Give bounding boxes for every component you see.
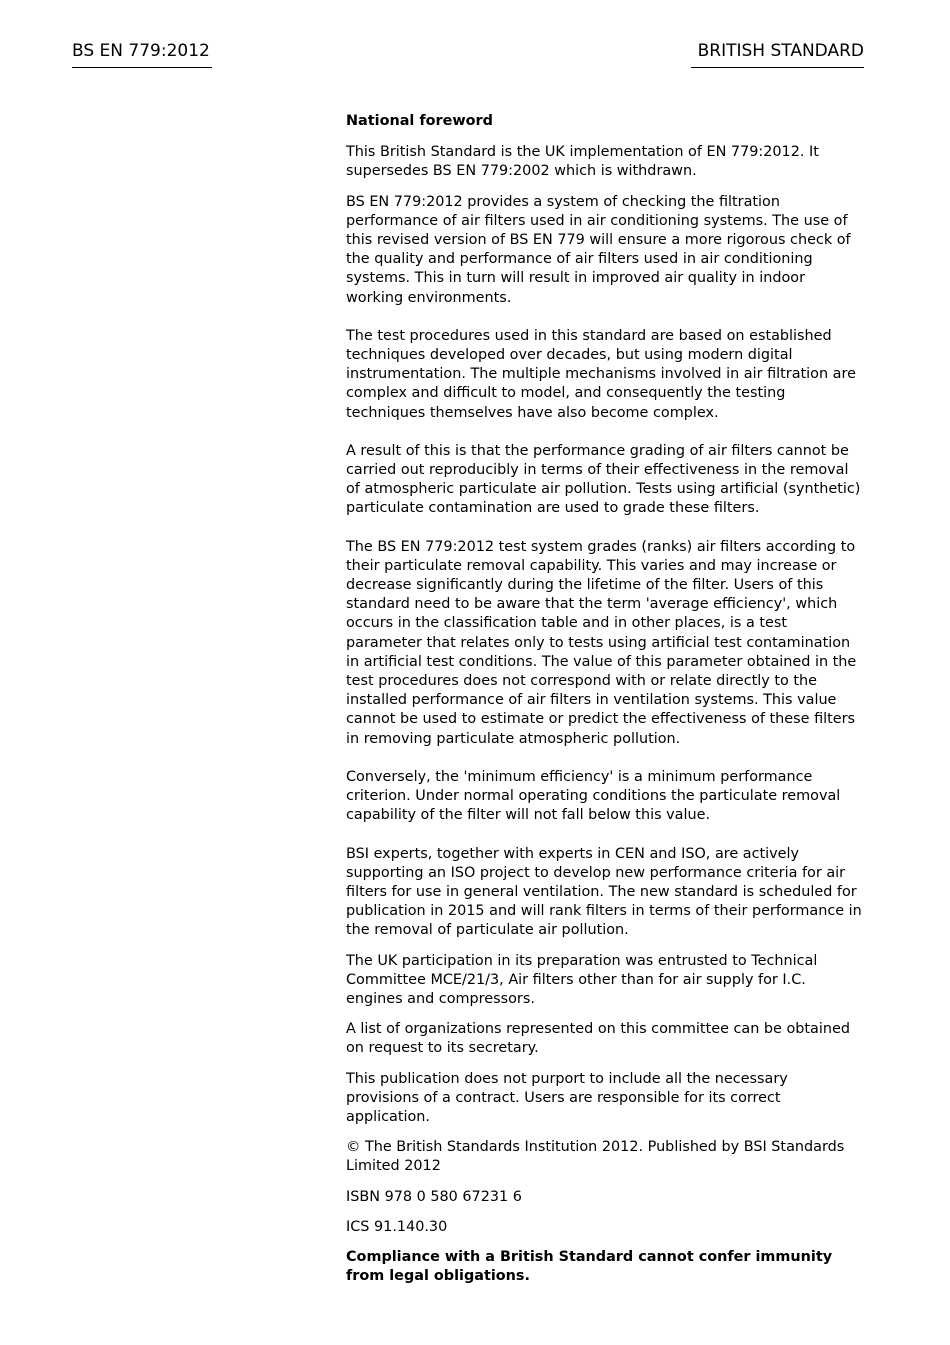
document-id: BS EN 779:2012 bbox=[72, 40, 212, 68]
paragraph-average-efficiency: The BS EN 779:2012 test system grades (ranks) air filters according to their particulate removal capability. This varies and may increase or decrease significantly during the lifetime of the filter. Users of this standard need to be aware that the term 'average efficiency', which occurs in the classification table and in other places, is a test parameter that relates only to tests using artificial test contamination in artificial test conditions. The value of this parameter obtained in the test procedures does not correspond with or relate directly to the installed performance of air filters in ventilation systems. This value cannot be used to estimate or predict the effectiveness of these filters in removing particulate atmospheric pollution. bbox=[346, 538, 857, 747]
copyright-notice: © The British Standards Institution 2012. Published by BSI Standards Limited 2012 bbox=[346, 1139, 845, 1175]
paragraph-organizations: A list of organizations represented on this committee can be obtained on request to its secretary. bbox=[346, 1021, 850, 1057]
paragraph-minimum-efficiency: Conversely, the 'minimum efficiency' is a minimum performance criterion. Under normal operating conditions the particulate removal capability of the filter will not fall below this value. bbox=[346, 768, 841, 824]
standard-series-label: BRITISH STANDARD bbox=[691, 40, 864, 68]
paragraph-iso-project: BSI experts, together with experts in CEN and ISO, are actively supporting an ISO project to develop new performance criteria for air filters for use in general ventilation. The new standard is scheduled for publication in 2015 and will rank filters in terms of their performance in the removal of particulate air pollution. bbox=[346, 845, 862, 939]
foreword-heading: National foreword bbox=[346, 113, 493, 129]
compliance-statement: Compliance with a British Standard cannot confer immunity from legal obligations. bbox=[346, 1248, 833, 1285]
paragraph-performance-grading: A result of this is that the performance grading of air filters cannot be carried out reproducibly in terms of their effectiveness in the removal of atmospheric particulate air pollution. Tests using artificial (synthetic) particulate contamination are used to grade these filters. bbox=[346, 442, 861, 517]
isbn: ISBN 978 0 580 67231 6 bbox=[346, 1188, 522, 1205]
paragraph-implementation: This British Standard is the UK implementation of EN 779:2012. It supersedes BS EN 779:2002 which is withdrawn. bbox=[346, 144, 819, 180]
paragraph-purpose: BS EN 779:2012 provides a system of checking the filtration performance of air filters used in air conditioning systems. The use of this revised version of BS EN 779 will ensure a more rigorous check of the quality and performance of air filters used in air conditioning systems. This in turn will result in improved air quality in indoor working environments. bbox=[346, 193, 851, 306]
paragraph-committee: The UK participation in its preparation was entrusted to Technical Committee MCE/21/3, Air filters other than for air supply for I.C. engines and compressors. bbox=[346, 952, 818, 1007]
paragraph-test-procedures: The test procedures used in this standard are based on established techniques developed over decades, but using modern digital instrumentation. The multiple mechanisms involved in air filtration are complex and difficult to model, and consequently the testing techniques themselves have also become complex. bbox=[346, 327, 856, 421]
ics-code: ICS 91.140.30 bbox=[346, 1218, 448, 1235]
national-foreword-section bbox=[346, 112, 862, 1286]
paragraph-contract: This publication does not purport to include all the necessary provisions of a contract. Users are responsible for its correct application. bbox=[346, 1070, 788, 1125]
